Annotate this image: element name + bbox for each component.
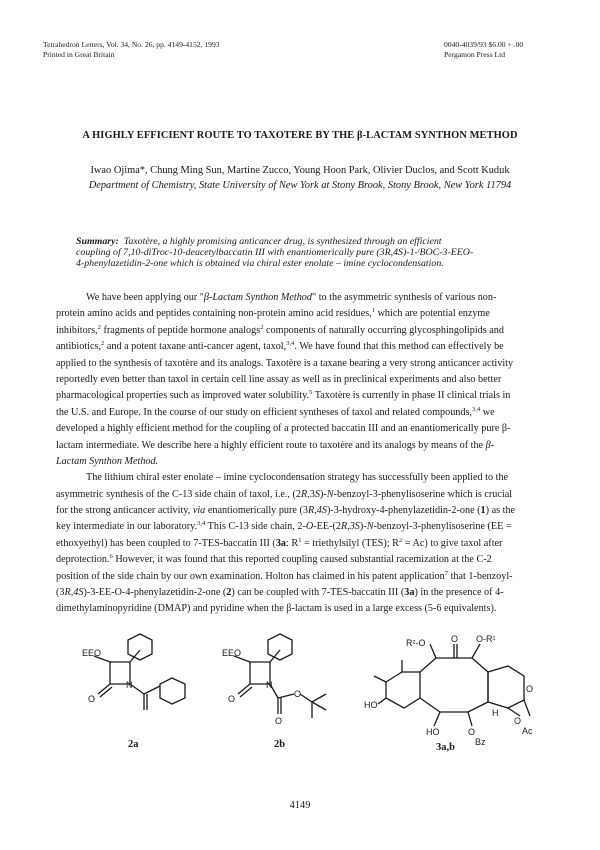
compound-label: 3a,b	[436, 742, 455, 752]
text-line	[56, 339, 542, 355]
text-span: fragments of peptide hormone analogs	[100, 324, 261, 336]
text-span: : R	[286, 537, 299, 549]
text-span: via	[192, 505, 206, 517]
text-line	[56, 306, 542, 322]
superscript: 1	[298, 536, 302, 544]
bond	[378, 698, 386, 704]
compound-label: 2a	[128, 739, 139, 750]
bond	[240, 687, 252, 697]
citation-ref: 7	[444, 569, 449, 577]
bond	[472, 658, 488, 672]
text-span: ethoxyethyl) has been coupled to 7-TES-baccatin III (	[56, 537, 276, 549]
affiliation: Department of Chemistry, State University of New York at Stony Brook, Stony Brook, New York 11794	[88, 180, 512, 191]
structure-3ab	[364, 634, 533, 752]
text-span: N	[326, 488, 334, 500]
text-line	[56, 552, 542, 568]
text-span: pharmacological properties such as improved water solubility.	[56, 390, 310, 402]
text-span: R,4S	[64, 587, 84, 599]
summary-line: 4-phenylazetidin-2-one which is obtained via chiral ester enolate – imine cyclocondensation.	[76, 258, 444, 269]
text-span: which are potential enzyme	[375, 308, 490, 320]
bond	[524, 700, 530, 716]
page-number: 4149	[289, 800, 311, 811]
text-span: ) as the	[485, 505, 516, 517]
text-span: R	[301, 488, 308, 500]
text-line	[56, 503, 542, 519]
text-line: applied to the synthesis of taxotère and its analogs. Taxotère is a taxane bearing a very strong anticancer activity	[56, 357, 514, 369]
text-span: ,3	[307, 488, 315, 500]
compound-ref: 3a	[275, 537, 286, 549]
running-header-right	[444, 40, 523, 60]
bond	[468, 712, 472, 726]
printed-note: Printed in Great Britain	[43, 50, 115, 59]
structure-2a	[82, 634, 185, 750]
compound-ref: 1	[480, 505, 486, 517]
citation-ref: 5	[309, 389, 313, 397]
running-header-left	[43, 40, 220, 60]
text-span: -benzoyl-3-phenylisoserine (EE =	[373, 521, 512, 533]
text-span: )-3-EE-O-4-phenylazetidin-2-one (	[83, 587, 227, 599]
atom-label: HO	[364, 700, 378, 710]
atom-label: O	[275, 716, 283, 726]
atom-label: N	[126, 680, 133, 690]
bond	[472, 644, 480, 658]
atom-label: O	[514, 716, 522, 726]
atom-label: Ac	[522, 726, 533, 736]
journal-citation: Tetrahedron Letters, Vol. 34, No. 26, pp. 4149-4152, 1993	[43, 40, 220, 49]
text-span: However, it was found that this reported coupling caused substantial racemization at the C-2	[112, 554, 492, 566]
text-line	[56, 487, 542, 503]
phenyl-ring	[128, 634, 152, 660]
text-line: The lithium chiral ester enolate – imine cyclocondensation strategy has successfully been applied to the	[86, 472, 509, 484]
atom-label: O	[294, 689, 302, 699]
citation-ref: 3,4	[471, 405, 481, 413]
paper-title: A HIGHLY EFFICIENT ROUTE TO TAXOTERE BY THE β-LACTAM SYNTHON METHOD	[82, 130, 518, 141]
text-line: developed a highly efficient method for the coupling of a protected baccatin III and an enantiomerically pure β-	[56, 423, 511, 435]
atom-label: O	[88, 694, 96, 704]
compound-ref: 3a	[404, 587, 415, 599]
text-span: and a potent taxane anti-cancer agent, taxol,	[104, 341, 287, 353]
atom-label: O	[468, 727, 476, 737]
atom-label: R²-O	[406, 638, 426, 648]
text-span: enantiomerically pure (3	[205, 505, 308, 517]
bond	[420, 658, 436, 672]
bond	[98, 684, 110, 694]
chemical-structures	[68, 632, 538, 752]
citation-ref: 2	[260, 323, 264, 331]
summary-line: coupling of 7,10-diTroc-10-deacetylbaccatin III with enantiomerically pure (3R,4S)-1-ᵗBOC-3-EEO-	[76, 247, 474, 258]
text-line	[56, 536, 542, 552]
text-span: = Ac) to give taxol after	[402, 537, 503, 549]
text-span: )-	[319, 488, 327, 500]
text-span: β-	[485, 439, 495, 451]
bond	[300, 694, 312, 702]
compound-label: 2b	[274, 739, 286, 750]
text-line	[56, 519, 542, 535]
text-line: Lactam Synthon Method.	[56, 455, 159, 467]
atom-label: EEO	[82, 648, 102, 658]
text-span: N	[366, 521, 374, 533]
text-span: )-	[359, 521, 367, 533]
text-span: asymmetric synthesis of the C-13 side chain of taxol, i.e., (2	[56, 488, 302, 500]
body-text	[56, 290, 542, 618]
text-span: that 1-benzoyl-	[448, 570, 513, 582]
text-span: (3	[56, 587, 65, 599]
superscript: 2	[398, 536, 403, 544]
author-list: Iwao Ojima*, Chung Ming Sun, Martine Zucco, Young Hoon Park, Olivier Duclos, and Scott Kuduk	[90, 165, 510, 176]
atom-label: N	[266, 680, 273, 690]
text-line	[56, 323, 542, 339]
text-line	[56, 405, 542, 421]
citation-ref: 1	[371, 307, 376, 315]
text-span: Taxotère is currently in phase II clinical trials in	[312, 390, 511, 402]
text-span: This C-13 side chain, 2-	[205, 521, 306, 533]
bond	[420, 698, 440, 712]
text-span: key intermediate in our laboratory.	[56, 521, 198, 533]
ring-c	[488, 666, 524, 708]
citation-ref: 2	[97, 323, 101, 331]
bond	[278, 694, 294, 698]
text-span: -benzoyl-3-phenylisoserine which is crucial	[333, 488, 513, 500]
text-span: components of naturally occurring glycosphingolipids and	[263, 324, 504, 336]
text-span: R,3S	[340, 521, 360, 533]
summary-block	[76, 236, 544, 269]
text-span: we	[480, 406, 495, 418]
bond	[434, 712, 440, 726]
text-span: position of the side chain by our own examination. Holton has claimed in his patent application	[56, 570, 445, 582]
text-span: )-3-hydroxy-4-phenylazetidin-2-one (	[326, 505, 481, 517]
text-span: " to the asymmetric synthesis of various non-	[312, 292, 497, 303]
bond	[430, 644, 436, 658]
text-span: O	[305, 521, 314, 533]
text-line	[56, 438, 542, 454]
publisher: Pergamon Press Ltd	[444, 50, 506, 59]
text-line	[56, 290, 542, 306]
text-span: ) in the presence of 4-	[414, 587, 504, 599]
bond	[312, 702, 326, 710]
text-span: -EE-(2	[313, 521, 341, 533]
structure-2b	[222, 634, 326, 750]
text-line: reportedly even better than taxol in certain cell line assay as well as in preclinical experiments and also better	[56, 373, 502, 385]
atom-label: H	[492, 708, 499, 718]
text-line	[56, 585, 542, 601]
atom-label: O	[451, 634, 459, 644]
ring-a	[386, 672, 420, 708]
bond	[508, 708, 520, 716]
issn-code: 0040-4039/93 $6.00 + .00	[444, 40, 524, 49]
atom-label: O	[228, 694, 236, 704]
text-span: antibiotics,	[56, 341, 101, 353]
phenyl-ring	[160, 678, 185, 704]
text-span: ) can be coupled with 7-TES-baccatin III (	[231, 587, 405, 599]
text-line	[56, 388, 542, 404]
citation-ref: 3,4	[197, 520, 206, 528]
phenyl-ring	[268, 634, 292, 660]
text-span: = triethylsilyl (TES); R	[301, 537, 399, 549]
text-span: deprotection.	[56, 554, 110, 566]
text-span: inhibitors,	[56, 324, 98, 336]
text-line	[56, 569, 542, 585]
text-span: β-Lactam Synthon Method	[203, 292, 312, 303]
atom-label: Bz	[475, 737, 486, 747]
text-line: dimethylaminopyridine (DMAP) and pyridine when the β-lactam is used in a large excess (5-6 equivalents).	[56, 603, 497, 615]
summary-label: Summary:	[76, 236, 119, 247]
text-span: protein amino acids and peptides containing non-protein amino acid residues,	[56, 308, 372, 320]
citation-ref: 3,4	[286, 340, 295, 348]
text-span: R,4S	[307, 505, 327, 517]
bond	[100, 687, 112, 697]
citation-ref: 2	[101, 340, 105, 348]
bond	[144, 686, 160, 694]
text-span: for the strong anticancer activity,	[56, 505, 193, 517]
text-span: S	[314, 488, 320, 500]
bond	[374, 676, 386, 682]
text-span: the U.S. and Europe. In the course of our study on efficient syntheses of taxol and related compounds,	[56, 406, 472, 418]
summary-line: Taxotère, a highly promising anticancer drug, is synthesized through an efficient	[123, 236, 442, 247]
bond	[312, 694, 326, 702]
citation-ref: 6	[109, 553, 113, 561]
atom-label: O-R¹	[476, 634, 496, 644]
text-span: lactam intermediate. We describe here a highly efficient route to taxotère and its analogs by means of the	[56, 439, 486, 451]
text-span: . We have found that this method can effectively be	[294, 341, 504, 353]
bond	[468, 702, 488, 712]
atom-label: O	[526, 684, 534, 694]
structures-svg	[68, 632, 538, 752]
atom-label: HO	[426, 727, 440, 737]
compound-ref: 2	[226, 587, 232, 599]
text-span: We have been applying our "	[86, 292, 204, 303]
atom-label: EEO	[222, 648, 242, 658]
bond	[238, 684, 250, 694]
